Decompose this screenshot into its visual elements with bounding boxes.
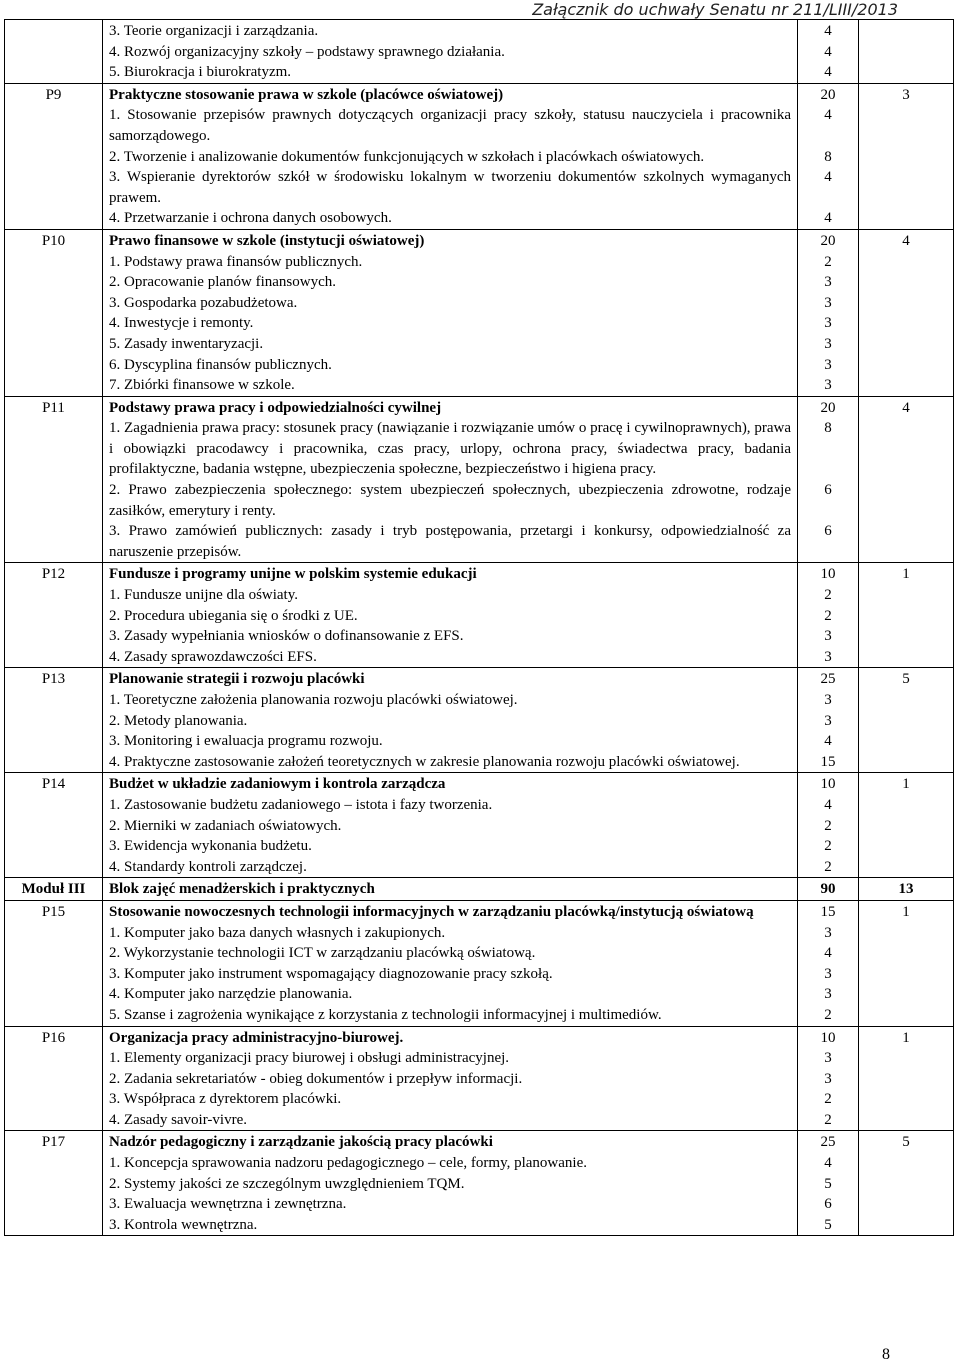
subject-title: Prawo finansowe w szkole (instytucji oświatowej) — [109, 232, 425, 249]
subject-code: P13 — [5, 668, 103, 773]
topic-hours: 3 — [824, 628, 832, 645]
subject-hours — [798, 900, 859, 1026]
subject-ects: 1 — [859, 1026, 954, 1131]
subject-total-hours: 10 — [820, 776, 836, 793]
subject-topics — [103, 563, 798, 668]
topic-hours: 4 — [824, 169, 832, 186]
topic-item: 3. Teorie organizacji i zarządzania. — [109, 23, 319, 39]
topic-item: 1. Stosowanie przepisów prawnych dotyczących organizacji pracy szkoły, statusu nauczyciela i pracownika samorządowego. — [109, 107, 791, 144]
topic-item: 3. Wspieranie dyrektorów szkół w środowisku lokalnym w tworzeniu dokumentów szkolnych wymaganych prawem. — [109, 169, 791, 206]
topic-hours: 3 — [824, 1070, 832, 1087]
subject-ects — [859, 20, 954, 84]
subject-total-hours: 20 — [820, 86, 836, 103]
subject-total-hours: 20 — [820, 399, 836, 416]
subject-code: P14 — [5, 773, 103, 878]
subject-row — [5, 396, 954, 563]
subject-ects: 3 — [859, 83, 954, 229]
subject-hours — [798, 229, 859, 396]
topic-hours: 3 — [824, 1050, 832, 1067]
topic-item: 5. Biurokracja i biurokratyzm. — [109, 64, 292, 81]
topic-item: 4. Komputer jako narzędzie planowania. — [109, 986, 353, 1003]
topic-hours: 3 — [824, 986, 832, 1003]
topic-item: 3. Ewaluacja wewnętrzna i zewnętrzna. — [109, 1196, 347, 1213]
topic-hours: 6 — [824, 523, 832, 540]
subject-topics — [103, 668, 798, 773]
subject-ects: 1 — [859, 563, 954, 668]
topic-hours: 4 — [824, 945, 832, 962]
topic-item: 5. Szanse i zagrożenia wynikające z korzystania z technologii informacyjnej i multimediów. — [109, 1006, 662, 1023]
topic-hours: 3 — [824, 377, 832, 394]
topic-item: 2. Opracowanie planów finansowych. — [109, 274, 337, 291]
topic-hours: 5 — [824, 1175, 832, 1192]
subject-title: Budżet w układzie zadaniowym i kontrola zarządcza — [109, 776, 446, 793]
subject-ects: 1 — [859, 900, 954, 1026]
module-hours: 90 — [798, 878, 859, 901]
subject-row — [5, 1026, 954, 1131]
topic-hours: 4 — [824, 210, 832, 227]
topic-item: 2. Procedura ubiegania się o środki z UE. — [109, 607, 358, 624]
topic-item: 2. Metody planowania. — [109, 712, 248, 729]
topic-item: 3. Komputer jako instrument wspomagający diagnozowanie pracy szkołą. — [109, 965, 553, 982]
curriculum-table-body — [5, 20, 954, 878]
topic-hours: 4 — [824, 64, 832, 81]
subject-code — [5, 20, 103, 84]
subject-topics — [103, 1131, 798, 1236]
subject-hours — [798, 1026, 859, 1131]
subject-total-hours: 10 — [820, 566, 836, 583]
topic-item: 2. Tworzenie i analizowanie dokumentów funkcjonujących w szkołach i placówkach oświatowych. — [109, 148, 705, 165]
module-title: Blok zajęć menadżerskich i praktycznych — [103, 878, 798, 901]
subject-code: P10 — [5, 229, 103, 396]
subject-row — [5, 1131, 954, 1236]
topic-item: 4. Zasady sprawozdawczości EFS. — [109, 648, 317, 665]
subject-hours — [798, 563, 859, 668]
topic-item: 1. Koncepcja sprawowania nadzoru pedagogicznego – cele, formy, planowanie. — [109, 1155, 588, 1172]
topic-item: 1. Podstawy prawa finansów publicznych. — [109, 253, 363, 270]
topic-item: 3. Gospodarka pozabudżetowa. — [109, 294, 298, 311]
subject-topics — [103, 20, 798, 84]
topic-hours: 6 — [824, 482, 832, 499]
subject-row — [5, 83, 954, 229]
topic-hours: 2 — [824, 838, 832, 855]
module-row — [5, 878, 954, 901]
subject-hours — [798, 668, 859, 773]
subject-row — [5, 900, 954, 1026]
topic-hours: 2 — [824, 1006, 832, 1023]
module-ects: 13 — [859, 878, 954, 901]
subject-title: Fundusze i programy unijne w polskim systemie edukacji — [109, 566, 477, 583]
topic-hours: 3 — [824, 712, 832, 729]
topic-hours: 3 — [824, 924, 832, 941]
topic-hours: 2 — [824, 587, 832, 604]
subject-topics — [103, 229, 798, 396]
topic-hours: 3 — [824, 315, 832, 332]
subject-hours — [798, 20, 859, 84]
subject-title: Organizacja pracy administracyjno-biurowej. — [109, 1029, 404, 1046]
topic-item: 5. Zasady inwentaryzacji. — [109, 335, 264, 352]
topic-item: 1. Elementy organizacji pracy biurowej i obsługi administracyjnej. — [109, 1050, 510, 1067]
topic-item: 3. Współpraca z dyrektorem placówki. — [109, 1091, 342, 1108]
subject-row — [5, 229, 954, 396]
topic-hours: 8 — [824, 420, 832, 437]
topic-item: 3. Prawo zamówień publicznych: zasady i tryb postępowania, przetargi i konkursy, odpowiedzialność za naruszenie przepisów. — [109, 523, 791, 560]
subject-ects: 5 — [859, 668, 954, 773]
topic-item: 2. Systemy jakości ze szczególnym uwzględnieniem TQM. — [109, 1175, 465, 1192]
subject-total-hours: 15 — [820, 903, 836, 920]
topic-item: 3. Monitoring i ewaluacja programu rozwoju. — [109, 733, 383, 750]
topic-item: 3. Kontrola wewnętrzna. — [109, 1216, 258, 1233]
module-row-group — [5, 878, 954, 901]
topic-item: 2. Wykorzystanie technologii ICT w zarządzaniu placówką oświatową. — [109, 945, 536, 962]
subject-topics — [103, 773, 798, 878]
curriculum-table-body-2 — [5, 900, 954, 1236]
topic-hours: 4 — [824, 733, 832, 750]
topic-hours: 4 — [824, 796, 832, 813]
topic-item: 3. Ewidencja wykonania budżetu. — [109, 838, 312, 855]
topic-item: 7. Zbiórki finansowe w szkole. — [109, 377, 295, 394]
subject-code: P12 — [5, 563, 103, 668]
topic-hours: 3 — [824, 335, 832, 352]
topic-hours: 3 — [824, 692, 832, 709]
subject-code: P9 — [5, 83, 103, 229]
topic-item: 3. Zasady wypełniania wniosków o dofinansowanie z EFS. — [109, 628, 464, 645]
subject-total-hours: 25 — [820, 671, 836, 688]
subject-total-hours: 20 — [820, 232, 836, 249]
subject-hours — [798, 396, 859, 563]
subject-title: Nadzór pedagogiczny i zarządzanie jakością pracy placówki — [109, 1134, 493, 1151]
subject-hours — [798, 1131, 859, 1236]
subject-title: Stosowanie nowoczesnych technologii informacyjnych w zarządzaniu placówką/instytucją oświatową — [109, 903, 754, 920]
topic-hours: 2 — [824, 817, 832, 834]
topic-item: 4. Praktyczne zastosowanie założeń teoretycznych w zakresie planowania rozwoju placówki oświatowej. — [109, 753, 740, 770]
subject-row — [5, 668, 954, 773]
subject-code: P17 — [5, 1131, 103, 1236]
topic-hours: 3 — [824, 965, 832, 982]
topic-item: 2. Zadania sekretariatów - obieg dokumentów i przepływ informacji. — [109, 1070, 523, 1087]
topic-item: 4. Rozwój organizacyjny szkoły – podstawy sprawnego działania. — [109, 43, 505, 60]
module-code: Moduł III — [5, 878, 103, 901]
subject-hours — [798, 83, 859, 229]
topic-hours: 3 — [824, 294, 832, 311]
topic-hours: 2 — [824, 253, 832, 270]
topic-item: 2. Prawo zabezpieczenia społecznego: system ubezpieczeń społecznych, ubezpieczenia zdrowotne, rodzaje zasiłków, emerytury i renty. — [109, 482, 791, 519]
topic-hours: 2 — [824, 1091, 832, 1108]
subject-total-hours: 25 — [820, 1134, 836, 1151]
subject-code: P16 — [5, 1026, 103, 1131]
subject-title: Podstawy prawa pracy i odpowiedzialności cywilnej — [109, 399, 442, 416]
topic-hours: 3 — [824, 648, 832, 665]
topic-item: 1. Zagadnienia prawa pracy: stosunek pracy (nawiązanie i rozwiązanie umów o pracę i cywilnoprawnych), prawa i obowiązki pracodawcy i pracownika, czas pracy, urlopy, ochrona pracy, świadectwa pracy, badania profilaktyczne, badania wstępne, ubezpieczenia społeczne, bezpieczeństwo i higiena pracy. — [109, 420, 791, 478]
subject-ects: 4 — [859, 229, 954, 396]
topic-item: 4. Zasady savoir-vivre. — [109, 1111, 247, 1128]
topic-hours: 3 — [824, 274, 832, 291]
subject-row — [5, 773, 954, 878]
topic-item: 1. Fundusze unijne dla oświaty. — [109, 587, 299, 604]
topic-hours: 3 — [824, 356, 832, 373]
subject-topics — [103, 396, 798, 563]
topic-hours: 2 — [824, 858, 832, 875]
topic-hours: 8 — [824, 148, 832, 165]
subject-topics — [103, 83, 798, 229]
topic-item: 6. Dyscyplina finansów publicznych. — [109, 356, 332, 373]
subject-hours — [798, 773, 859, 878]
topic-hours: 4 — [824, 1155, 832, 1172]
topic-hours: 4 — [824, 23, 832, 39]
subject-topics — [103, 900, 798, 1026]
subject-code: P15 — [5, 900, 103, 1026]
topic-hours: 2 — [824, 1111, 832, 1128]
topic-item: 1. Zastosowanie budżetu zadaniowego – istota i fazy tworzenia. — [109, 796, 493, 813]
subject-topics — [103, 1026, 798, 1131]
topic-item: 1. Komputer jako baza danych własnych i zakupionych. — [109, 924, 446, 941]
page-number: 8 — [882, 1346, 890, 1363]
topic-hours: 4 — [824, 107, 832, 124]
topic-hours: 5 — [824, 1216, 832, 1233]
subject-row — [5, 20, 954, 84]
subject-total-hours: 10 — [820, 1029, 836, 1046]
subject-ects: 1 — [859, 773, 954, 878]
subject-ects: 4 — [859, 396, 954, 563]
topic-item: 4. Przetwarzanie i ochrona danych osobowych. — [109, 210, 392, 227]
subject-ects: 5 — [859, 1131, 954, 1236]
topic-hours: 4 — [824, 43, 832, 60]
subject-code: P11 — [5, 396, 103, 563]
subject-row — [5, 563, 954, 668]
document-header-note: Załącznik do uchwały Senatu nr 211/LIII/2013 — [532, 0, 898, 19]
subject-title: Praktyczne stosowanie prawa w szkole (placówce oświatowej) — [109, 86, 504, 103]
topic-item: 4. Standardy kontroli zarządczej. — [109, 858, 307, 875]
topic-hours: 15 — [820, 753, 836, 770]
curriculum-table — [4, 19, 954, 1236]
topic-item: 2. Mierniki w zadaniach oświatowych. — [109, 817, 342, 834]
topic-item: 4. Inwestycje i remonty. — [109, 315, 254, 332]
topic-hours: 2 — [824, 607, 832, 624]
topic-hours: 6 — [824, 1196, 832, 1213]
subject-title: Planowanie strategii i rozwoju placówki — [109, 671, 365, 688]
topic-item: 1. Teoretyczne założenia planowania rozwoju placówki oświatowej. — [109, 692, 518, 709]
